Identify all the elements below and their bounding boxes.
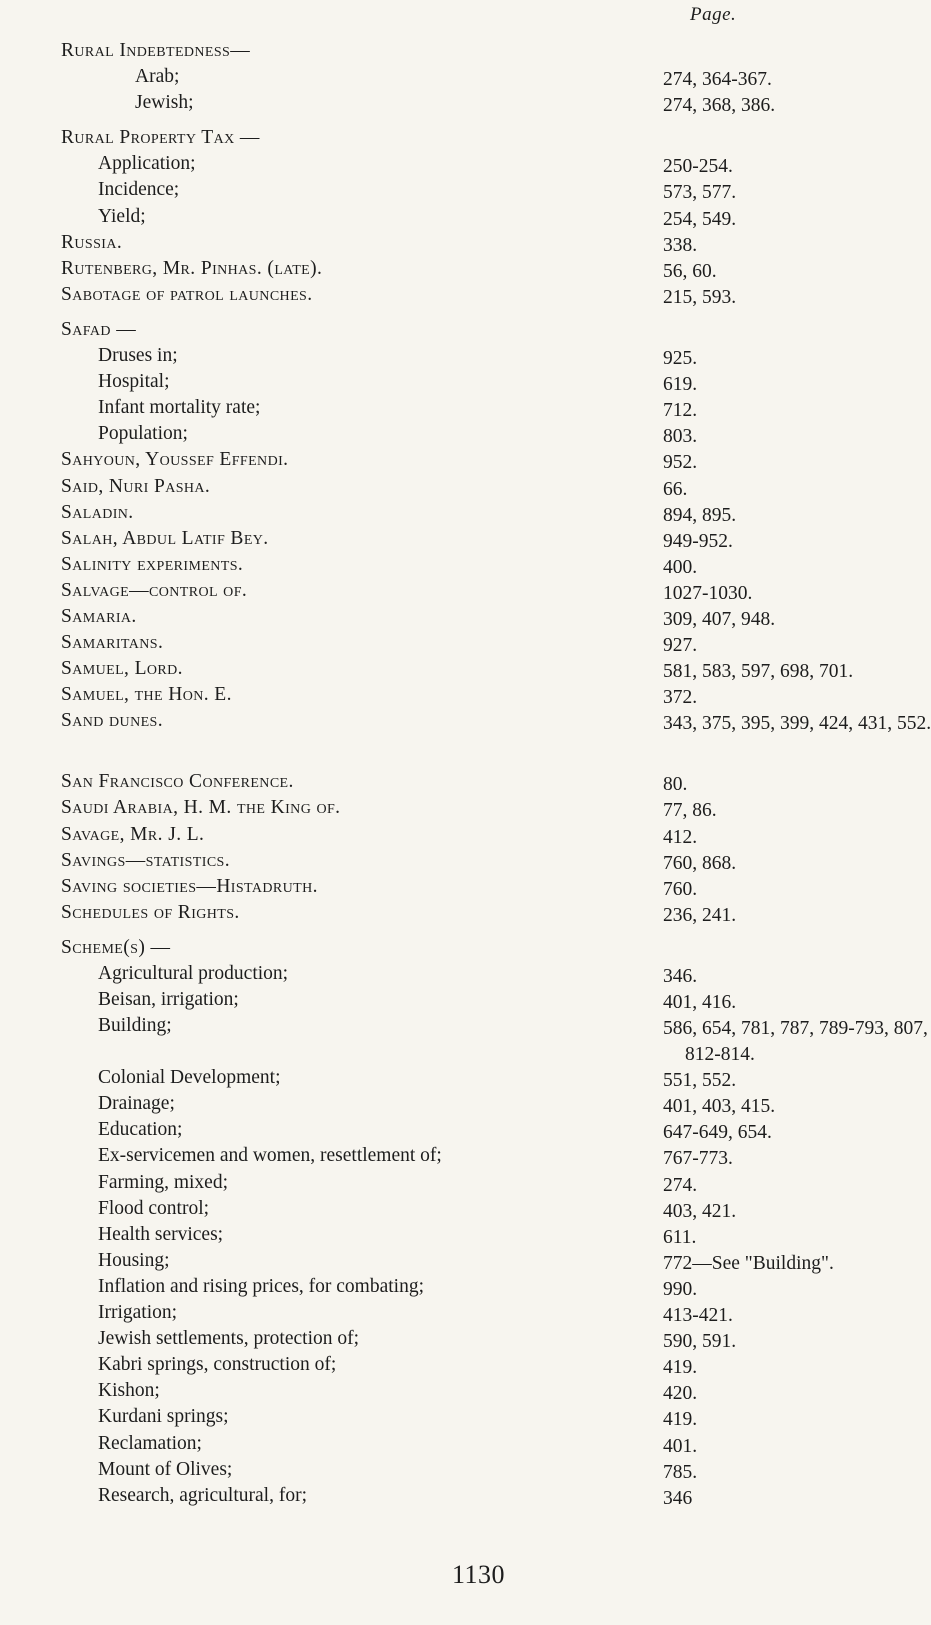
index-entry xyxy=(0,151,931,177)
index-term: Said, Nuri Pasha. xyxy=(61,475,211,497)
index-page-refs: 346 xyxy=(663,1487,693,1509)
index-entry xyxy=(0,1170,931,1196)
index-term: Infant mortality rate; xyxy=(98,397,261,419)
index-term: Samaritans. xyxy=(61,632,164,654)
index-entry xyxy=(0,1352,931,1378)
index-page-refs: 927. xyxy=(663,635,698,657)
index-entry xyxy=(0,604,931,630)
index-page-refs: 551, 552. xyxy=(663,1070,737,1092)
index-page-refs: 236, 241. xyxy=(663,904,737,926)
index-term: Agricultural production; xyxy=(98,963,289,984)
index-entry-list xyxy=(0,38,931,1509)
index-term: Building; xyxy=(98,1015,172,1037)
index-page-refs: 990. xyxy=(663,1278,698,1300)
index-page-refs: 611. xyxy=(663,1226,697,1248)
index-term: Yield; xyxy=(98,205,146,227)
index-term: Inflation and rising prices, for combating; xyxy=(98,1275,424,1297)
index-entry xyxy=(0,1457,931,1483)
index-term: Reclamation; xyxy=(98,1432,202,1454)
index-term: Hospital; xyxy=(98,371,170,393)
index-heading xyxy=(0,125,931,151)
index-entry xyxy=(0,1326,931,1352)
index-term: Research, agricultural, for; xyxy=(98,1484,307,1506)
index-entry xyxy=(0,1378,931,1404)
index-term: Irrigation; xyxy=(98,1302,178,1324)
index-term: Sabotage of patrol launches. xyxy=(61,283,313,305)
index-term: Colonial Development; xyxy=(98,1067,281,1089)
index-page-refs: 419. xyxy=(663,1409,698,1431)
index-entry xyxy=(0,204,931,230)
index-term: Kabri springs, construction of; xyxy=(98,1354,337,1376)
index-heading xyxy=(0,935,931,961)
index-page-refs: 338. xyxy=(663,234,698,256)
index-entry xyxy=(0,961,931,987)
index-entry xyxy=(0,526,931,552)
index-page-refs: 254, 549. xyxy=(663,208,737,230)
index-term: Saving societies—Histadruth. xyxy=(61,875,318,897)
index-entry xyxy=(0,1196,931,1222)
index-page-refs: 215, 593. xyxy=(663,286,737,308)
index-term: Housing; xyxy=(98,1249,170,1271)
index-term: Scheme(s) — xyxy=(61,936,171,958)
index-term: Savage, Mr. J. L. xyxy=(61,823,205,845)
index-term: Russia. xyxy=(61,231,123,253)
index-page-refs: 413-421. xyxy=(663,1305,733,1327)
index-term: Salah, Abdul Latif Bey. xyxy=(61,527,269,549)
index-page-refs: 581, 583, 597, 698, 701. xyxy=(663,661,854,683)
index-page-refs: 760, 868. xyxy=(663,852,737,874)
index-page-refs: 250-254. xyxy=(663,156,733,178)
index-entry xyxy=(0,1248,931,1274)
index-term: Salvage—control of. xyxy=(61,579,248,601)
index-entry xyxy=(0,552,931,578)
index-page-refs: 274, 364-367. xyxy=(663,69,772,91)
index-page-refs: 785. xyxy=(663,1461,698,1483)
index-term: Education; xyxy=(98,1119,183,1141)
index-page-refs: 1027-1030. xyxy=(663,582,753,604)
index-entry xyxy=(0,1143,931,1169)
index-page-refs: 309, 407, 948. xyxy=(663,608,776,630)
index-term: Schedules of Rights. xyxy=(61,901,240,923)
index-page-refs: 66. xyxy=(663,478,688,500)
index-entry xyxy=(0,474,931,500)
index-entry xyxy=(0,1274,931,1300)
index-page-refs: 952. xyxy=(663,452,698,474)
index-entry xyxy=(0,1117,931,1143)
index-term: Rural Property Tax — xyxy=(61,127,260,149)
index-term: Jewish; xyxy=(135,92,194,114)
page-number: 1130 xyxy=(452,1560,506,1589)
index-entry xyxy=(0,795,931,821)
index-term: Ex-servicemen and women, resettlement of; xyxy=(98,1145,442,1167)
index-page-refs: 925. xyxy=(663,348,698,370)
index-entry xyxy=(0,1091,931,1117)
index-entry xyxy=(0,656,931,682)
index-page-refs: 403, 421. xyxy=(663,1200,737,1222)
index-page-refs: 590, 591. xyxy=(663,1331,737,1353)
index-entry xyxy=(0,682,931,708)
index-term: Farming, mixed; xyxy=(98,1171,228,1193)
index-entry xyxy=(0,447,931,473)
index-page-refs: 419. xyxy=(663,1357,698,1379)
index-term: Sand dunes. xyxy=(61,710,163,732)
index-term: Samuel, the Hon. E. xyxy=(61,684,232,706)
index-entry xyxy=(0,1065,931,1091)
index-page-refs: 343, 375, 395, 399, 424, 431, 552. xyxy=(663,713,931,735)
index-page-refs: 586, 654, 781, 787, 789-793, 807, 812-814. xyxy=(663,1018,928,1066)
index-term: Mount of Olives; xyxy=(98,1458,233,1480)
index-page-refs: 894, 895. xyxy=(663,504,737,526)
index-page-refs: 772—See "Building". xyxy=(663,1252,834,1274)
index-term: Salinity experiments. xyxy=(61,553,244,575)
page-column-header: Page. xyxy=(690,4,737,25)
index-entry xyxy=(0,1404,931,1430)
index-page-refs: 803. xyxy=(663,426,698,448)
index-entry xyxy=(0,900,931,926)
index-entry xyxy=(0,708,931,760)
index-entry xyxy=(0,848,931,874)
index-term: Samaria. xyxy=(61,605,137,627)
index-page-refs: 401. xyxy=(663,1435,698,1457)
index-entry xyxy=(0,177,931,203)
index-term: Rutenberg, Mr. Pinhas. (late). xyxy=(61,257,323,279)
index-page-refs: 346. xyxy=(663,966,698,987)
index-page-refs: 712. xyxy=(663,400,698,422)
index-entry xyxy=(0,256,931,282)
index-entry xyxy=(0,987,931,1013)
index-entry xyxy=(0,230,931,256)
index-term: Sahyoun, Youssef Effendi. xyxy=(61,449,289,471)
index-term: Samuel, Lord. xyxy=(61,658,183,680)
index-page-refs: 400. xyxy=(663,556,698,578)
index-page-refs: 401, 416. xyxy=(663,992,737,1014)
index-entry xyxy=(0,64,931,90)
index-term: Application; xyxy=(98,153,196,175)
index-term: Savings—statistics. xyxy=(61,849,231,871)
index-term: Kurdani springs; xyxy=(98,1406,229,1428)
index-term: Beisan, irrigation; xyxy=(98,989,239,1011)
index-page-refs: 77, 86. xyxy=(663,800,717,822)
index-page-refs: 760. xyxy=(663,878,698,900)
index-entry xyxy=(0,369,931,395)
index-entry xyxy=(0,1300,931,1326)
index-page-refs: 573, 577. xyxy=(663,182,737,204)
index-entry xyxy=(0,1483,931,1509)
index-entry xyxy=(0,343,931,369)
index-term: Flood control; xyxy=(98,1197,210,1219)
index-term: Safad — xyxy=(61,318,137,340)
index-entry xyxy=(0,630,931,656)
index-entry xyxy=(0,90,931,116)
index-term: Arab; xyxy=(135,66,180,88)
index-page-refs: 274. xyxy=(663,1174,698,1196)
index-heading xyxy=(0,38,931,64)
index-entry xyxy=(0,500,931,526)
index-page-refs: 420. xyxy=(663,1383,698,1405)
index-entry xyxy=(0,282,931,308)
index-entry xyxy=(0,769,931,795)
index-page-refs: 80. xyxy=(663,774,688,796)
index-page-refs: 412. xyxy=(663,826,698,848)
index-page-refs: 647-649, 654. xyxy=(663,1122,772,1144)
index-heading xyxy=(0,317,931,343)
index-term: Jewish settlements, protection of; xyxy=(98,1328,360,1350)
index-term: Incidence; xyxy=(98,179,180,201)
index-page-refs: 401, 403, 415. xyxy=(663,1096,776,1118)
index-term: Saladin. xyxy=(61,501,134,523)
index-page-refs: 619. xyxy=(663,374,698,396)
index-entry xyxy=(0,1013,931,1065)
index-entry xyxy=(0,395,931,421)
index-entry xyxy=(0,578,931,604)
index-term: Rural Indebtedness— xyxy=(61,40,251,61)
index-page-refs: 949-952. xyxy=(663,530,733,552)
index-term: San Francisco Conference. xyxy=(61,771,294,793)
index-term: Drainage; xyxy=(98,1093,175,1115)
index-term: Health services; xyxy=(98,1223,224,1245)
index-entry xyxy=(0,1431,931,1457)
index-term: Kishon; xyxy=(98,1380,160,1402)
index-page-refs: 372. xyxy=(663,687,698,709)
index-entry xyxy=(0,421,931,447)
index-page-refs: 56, 60. xyxy=(663,260,717,282)
index-term: Druses in; xyxy=(98,345,178,367)
index-term: Population; xyxy=(98,423,188,445)
index-entry xyxy=(0,1222,931,1248)
index-entry xyxy=(0,822,931,848)
index-page-refs: 767-773. xyxy=(663,1148,733,1170)
index-term: Saudi Arabia, H. M. the King of. xyxy=(61,797,341,819)
index-page-refs: 274, 368, 386. xyxy=(663,95,776,117)
index-entry xyxy=(0,874,931,900)
